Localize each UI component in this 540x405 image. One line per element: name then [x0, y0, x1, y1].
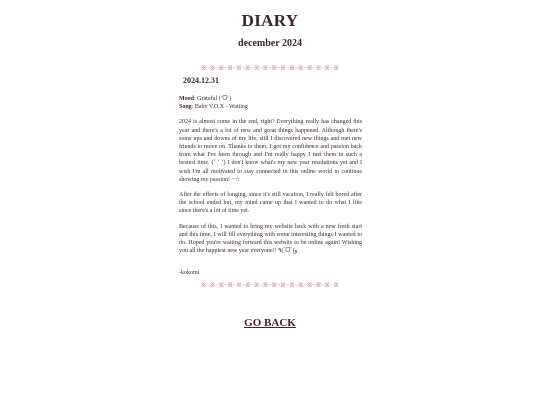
page-subtitle: december 2024 [238, 38, 302, 49]
page-title: DIARY [241, 11, 299, 30]
diary-entry [179, 76, 362, 278]
entry-paragraph-3: Because of this, I wanted to bring my website back with a new fresh start and this time, I will fill everything with some interesting things I wanted to do. Hoped you're waiting forward this website to be online again! Wishing you all the happiest new year everyone!! ٩(ˊᗜˋ)و [179, 223, 362, 255]
entry-date: 2024.12.31 [183, 76, 219, 85]
entry-paragraph-1: 2024 is almost come in the end, right? Everything really has changed this year and there's a lot of new and great things happened. Although there's some ups and downs of my life, still I discovered new things and met new friends to move on. Thanks to them, I got my confidence and passion back from what I've been through and I'm really happy I met them in such a bestest time. (˘ ˘ ˘) I don't know what's my new year resolutions yet and I wish I'm all motivated to stay connected in this online world to continue showing my passion! ~☆ [179, 119, 362, 183]
mood-label: Mood [179, 96, 194, 102]
decorative-divider-bottom: ꕤ~ꕤ~ꕤ~ꕤ~ꕤ~ꕤ~ꕤ~ꕤ~ꕤ~ꕤ~ꕤ~ꕤ~ꕤ~ꕤ~ꕤ~ꕤ [201, 283, 339, 289]
go-back-link[interactable]: GO BACK [244, 317, 296, 329]
song-value: : Baby V.O.X - Waiting [191, 104, 248, 111]
song-label: Song [179, 104, 192, 111]
mood-value: : Grateful (ᵔᗜᵔ) [194, 96, 232, 102]
entry-signoff: -kokomi [179, 270, 200, 277]
song-line [179, 103, 362, 111]
go-back-container [0, 313, 540, 331]
decorative-divider-top: ꕤ~ꕤ~ꕤ~ꕤ~ꕤ~ꕤ~ꕤ~ꕤ~ꕤ~ꕤ~ꕤ~ꕤ~ꕤ~ꕤ~ꕤ~ꕤ [201, 66, 339, 72]
entry-paragraph-2: After the effects of longing, since it's still vacation, I really felt bored after the school ended but, my mind came up that I wanted to do what I like since there's a lot of time yet. [179, 192, 362, 215]
entry-meta [179, 95, 362, 111]
mood-line [179, 95, 362, 103]
